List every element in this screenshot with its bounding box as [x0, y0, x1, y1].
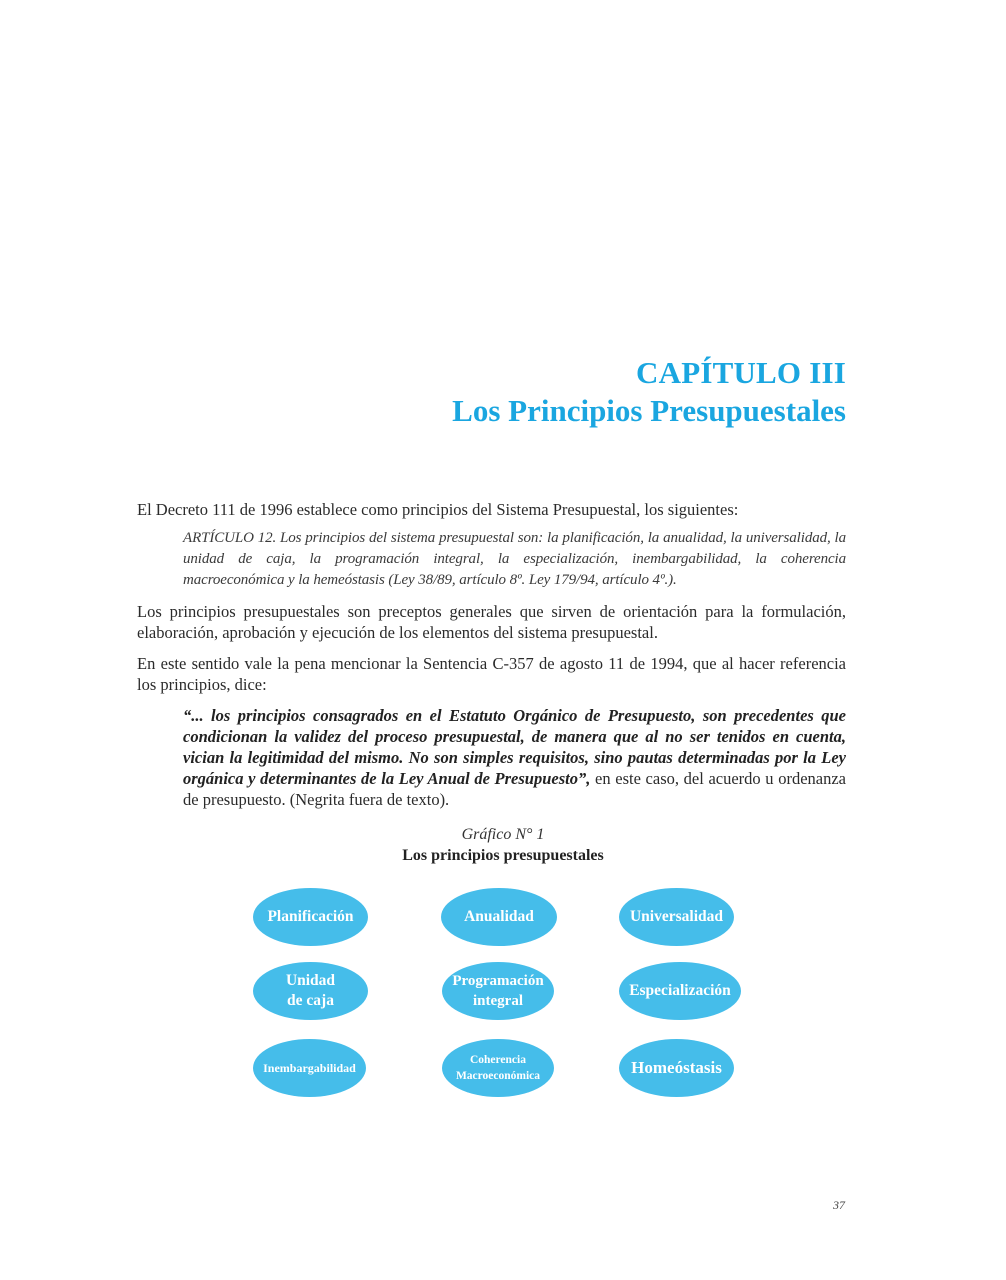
- definition-paragraph: Los principios presupuestales son preceptos generales que sirven de orientación para la formulación, elaboración, aprobación y ejecución de los elementos del sistema presupuestal.: [137, 602, 846, 642]
- node-label-line1: Programación: [452, 973, 544, 989]
- body-text: [137, 499, 846, 820]
- page-number: 37: [833, 1198, 845, 1212]
- node-label: Planificación: [267, 908, 354, 925]
- node-label-line2: integral: [473, 993, 523, 1009]
- intro-paragraph: El Decreto 111 de 1996 establece como principios del Sistema Presupuestal, los siguientes:: [137, 500, 739, 519]
- node-label: Homeóstasis: [631, 1058, 722, 1077]
- node-universalidad: [619, 888, 734, 946]
- sentence-paragraph: En este sentido vale la pena mencionar la Sentencia C-357 de agosto 11 de 1994, que al hacer referencia los principios, dice:: [137, 654, 846, 694]
- chapter-heading: [452, 354, 846, 430]
- article-quote: ARTÍCULO 12. Los principios del sistema presupuestal son: la planificación, la anualidad, la universalidad, la unidad de caja, la programación integral, la especialización, inembargabilidad, la coherencia macroeconómica y la hemeóstasis (Ley 38/89, artículo 8º. Ley 179/94, artículo 4º.).: [183, 530, 846, 588]
- node-homeostasis: [619, 1039, 734, 1097]
- node-label-line2: Macroeconómica: [455, 1070, 541, 1082]
- figure-label: Gráfico N° 1: [461, 826, 545, 843]
- figure-title: Los principios presupuestales: [402, 847, 604, 864]
- node-anualidad: [441, 888, 557, 946]
- node-label-line2: de caja: [287, 992, 334, 1009]
- node-unidad-de-caja: [253, 962, 368, 1020]
- node-label-line1: Unidad: [285, 972, 336, 989]
- chapter-title: Los Principios Presupuestales: [452, 393, 846, 428]
- node-coherencia-macroeconomica: [442, 1039, 554, 1097]
- figure-caption: [0, 824, 1006, 866]
- node-label: Inembargabilidad: [263, 1060, 356, 1075]
- sentence-quote: [183, 705, 846, 810]
- sentence-quote-rest: en este caso, del acuerdo u ordenanza de presupuesto. (Negrita fuera de texto).: [183, 769, 846, 809]
- node-especializacion: [619, 962, 741, 1020]
- node-label: Anualidad: [464, 908, 534, 925]
- node-inembargabilidad: [253, 1039, 366, 1097]
- node-label: Especialización: [629, 982, 731, 999]
- node-label-line1: Coherencia: [469, 1054, 526, 1066]
- sentence-quote-bold: “... los principios consagrados en el Estatuto Orgánico de Presupuesto, son precedentes que condicionan la validez del proceso presupuestal, de manera que al no ser tenidos en cuenta, vician la legitimidad del mismo. No son simples requisitos, sino pautas determinadas por la Ley orgánica y determinantes de la Ley Anual de Presupuesto”,: [183, 706, 846, 788]
- node-programacion-integral: [442, 962, 554, 1020]
- node-label: Universalidad: [629, 908, 723, 925]
- node-planificacion: [253, 888, 368, 946]
- chapter-number: CAPÍTULO III: [636, 355, 846, 390]
